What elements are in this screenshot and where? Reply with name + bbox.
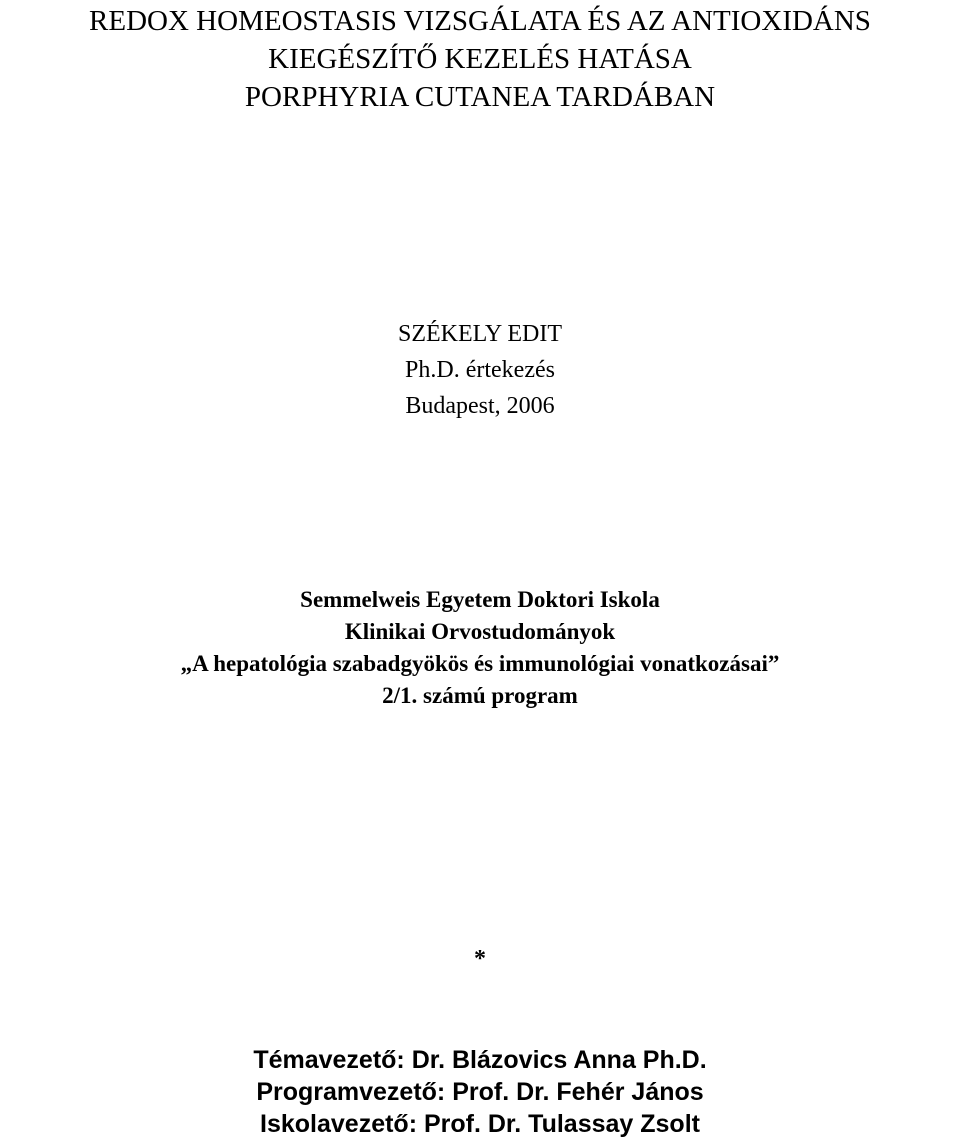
place-year: Budapest, 2006 [405, 393, 555, 419]
program-number: 2/1. számú program [382, 683, 578, 708]
university-name: Semmelweis Egyetem Doktori Iskola [300, 587, 660, 612]
school-leader: Iskolavezető: Prof. Dr. Tulassay Zsolt [260, 1110, 700, 1138]
program-title: „A hepatológia szabadgyökös és immunológiai vonatkozásai” [180, 651, 780, 676]
author-block [0, 316, 960, 424]
field-name: Klinikai Orvostudományok [344, 619, 616, 644]
thesis-title-line-2: KIEGÉSZÍTŐ KEZELÉS HATÁSA [268, 43, 692, 75]
thesis-title-line-1: REDOX HOMEOSTASIS VIZSGÁLATA ÉS AZ ANTIOXIDÁNS [89, 5, 871, 37]
thesis-title [0, 2, 960, 116]
supervisors-block [0, 1044, 960, 1140]
thesis-title-line-3: PORPHYRIA CUTANEA TARDÁBAN [244, 81, 716, 113]
author-name: SZÉKELY EDIT [397, 321, 562, 347]
degree-type: Ph.D. értekezés [405, 357, 555, 383]
thesis-supervisor: Témavezető: Dr. Blázovics Anna Ph.D. [253, 1046, 707, 1074]
section-separator: * [474, 946, 486, 972]
institution-block [0, 584, 960, 712]
program-leader: Programvezető: Prof. Dr. Fehér János [256, 1078, 704, 1106]
